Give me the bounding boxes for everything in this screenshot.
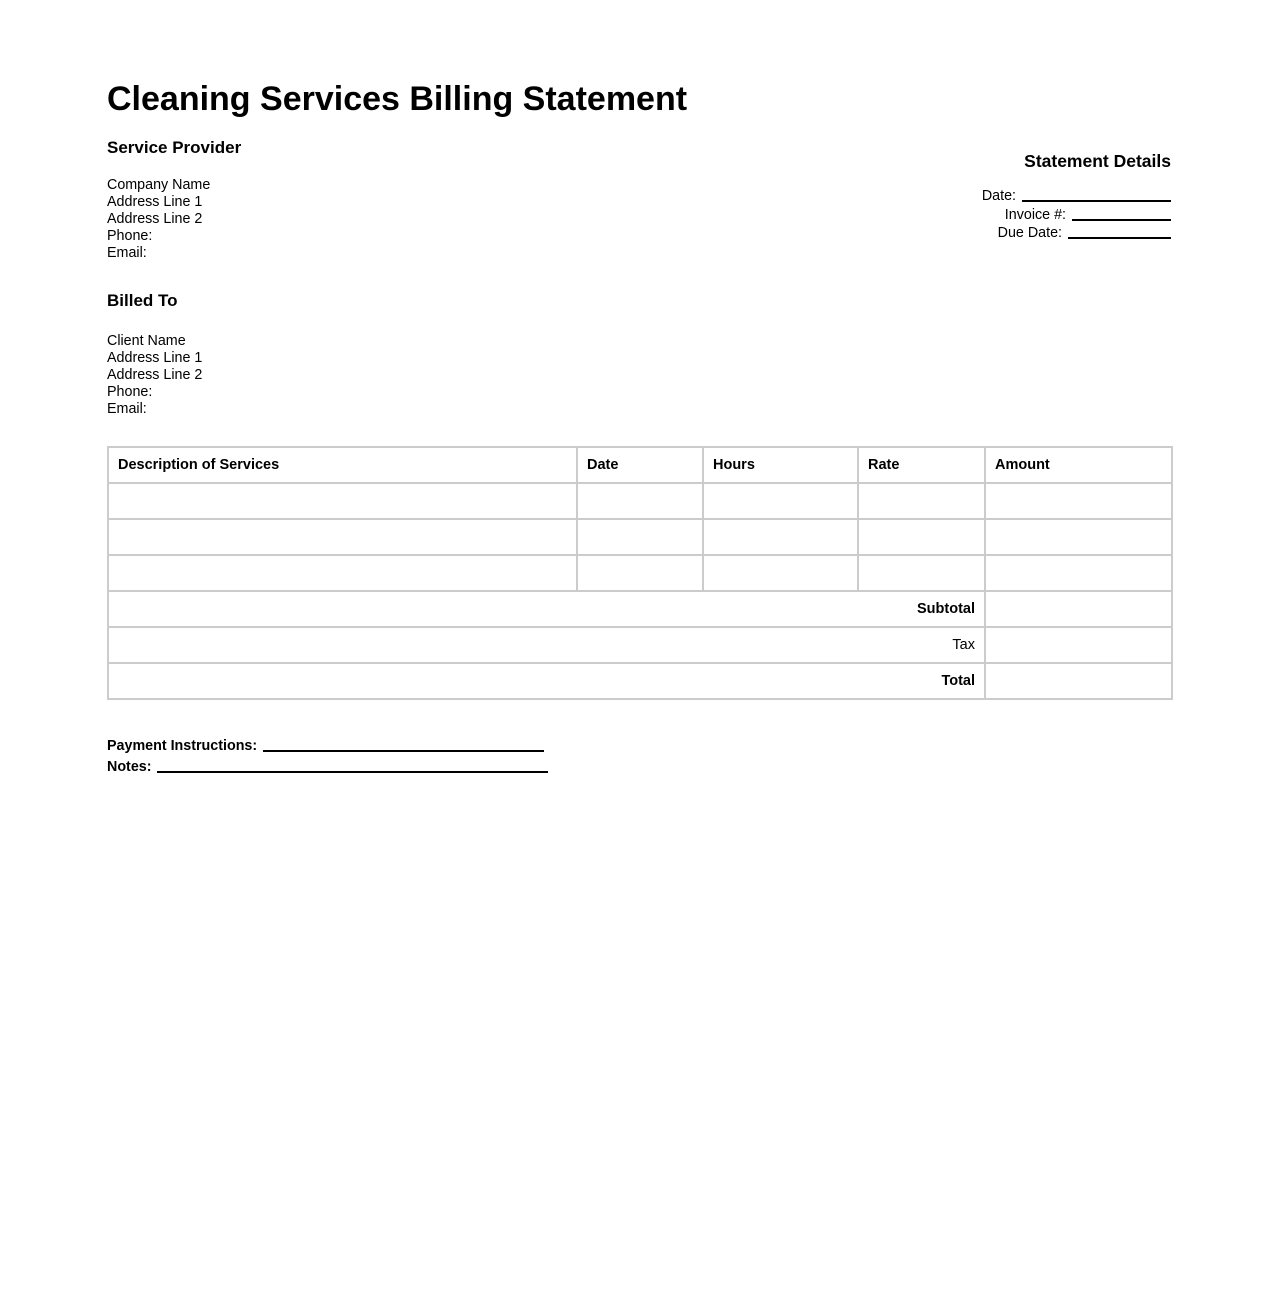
column-header-hours: Hours [703,447,858,483]
footer-section [107,736,1171,778]
table-cell-amount [985,519,1172,555]
table-cell-description [108,483,577,519]
subtotal-label: Subtotal [108,591,985,627]
statement-details-heading: Statement Details [1024,151,1171,171]
column-header-amount: Amount [985,447,1172,483]
billed-to-heading: Billed To [107,291,178,310]
provider-email: Email: [107,245,147,261]
table-cell-rate [858,519,985,555]
statement-invoice-field [982,206,1171,225]
table-cell-description [108,555,577,591]
statement-due-date-field [982,224,1171,243]
notes-label: Notes: [107,759,152,775]
client-email: Email: [107,401,147,417]
statement-date-label: Date: [981,188,1016,204]
column-header-date: Date [577,447,703,483]
provider-address-line-2: Address Line 2 [107,211,203,227]
column-header-description: Description of Services [108,447,577,483]
table-cell-rate [858,555,985,591]
statement-invoice-label: Invoice #: [1004,206,1066,223]
table-row [108,519,1172,555]
billed-to-address [107,333,1171,418]
table-cell-hours [703,519,858,555]
table-cell-rate [858,483,985,519]
table-row [108,483,1172,519]
table-cell-date [577,555,703,591]
table-cell-description [108,519,577,555]
statement-date-blank-line [1022,189,1171,202]
table-cell-hours [703,555,858,591]
total-row [108,663,1172,699]
table-cell-hours [703,483,858,519]
statement-invoice-blank-line [1072,208,1171,221]
subtotal-amount-cell [985,591,1172,627]
services-table [107,446,1173,700]
table-cell-date [577,519,703,555]
notes-row [107,757,1171,778]
subtotal-row [108,591,1172,627]
provider-address-line-1: Address Line 1 [107,194,203,210]
client-name: Client Name [107,333,186,349]
table-row [108,555,1172,591]
page-title: Cleaning Services Billing Statement [107,80,688,118]
billed-to-section [107,291,1171,418]
total-label: Total [108,663,985,699]
payment-instructions-blank-line [263,739,544,752]
tax-row [108,627,1172,663]
statement-date-field [982,187,1171,206]
statement-due-date-blank-line [1068,226,1171,239]
tax-label: Tax [108,627,985,663]
client-address-line-1: Address Line 1 [107,350,203,366]
client-address-line-2: Address Line 2 [107,367,203,383]
payment-instructions-row [107,736,1171,757]
provider-company-name: Company Name [107,177,211,193]
notes-blank-line [157,760,548,773]
tax-amount-cell [985,627,1172,663]
table-cell-amount [985,483,1172,519]
client-phone: Phone: [107,384,153,400]
service-provider-heading: Service Provider [107,138,242,157]
statement-details-section [982,151,1171,243]
column-header-rate: Rate [858,447,985,483]
statement-due-date-label: Due Date: [997,225,1062,241]
provider-phone: Phone: [107,228,153,244]
total-amount-cell [985,663,1172,699]
table-header-row [108,447,1172,483]
statement-details-fields [982,187,1171,243]
table-cell-date [577,483,703,519]
table-cell-amount [985,555,1172,591]
payment-instructions-label: Payment Instructions: [107,738,258,754]
